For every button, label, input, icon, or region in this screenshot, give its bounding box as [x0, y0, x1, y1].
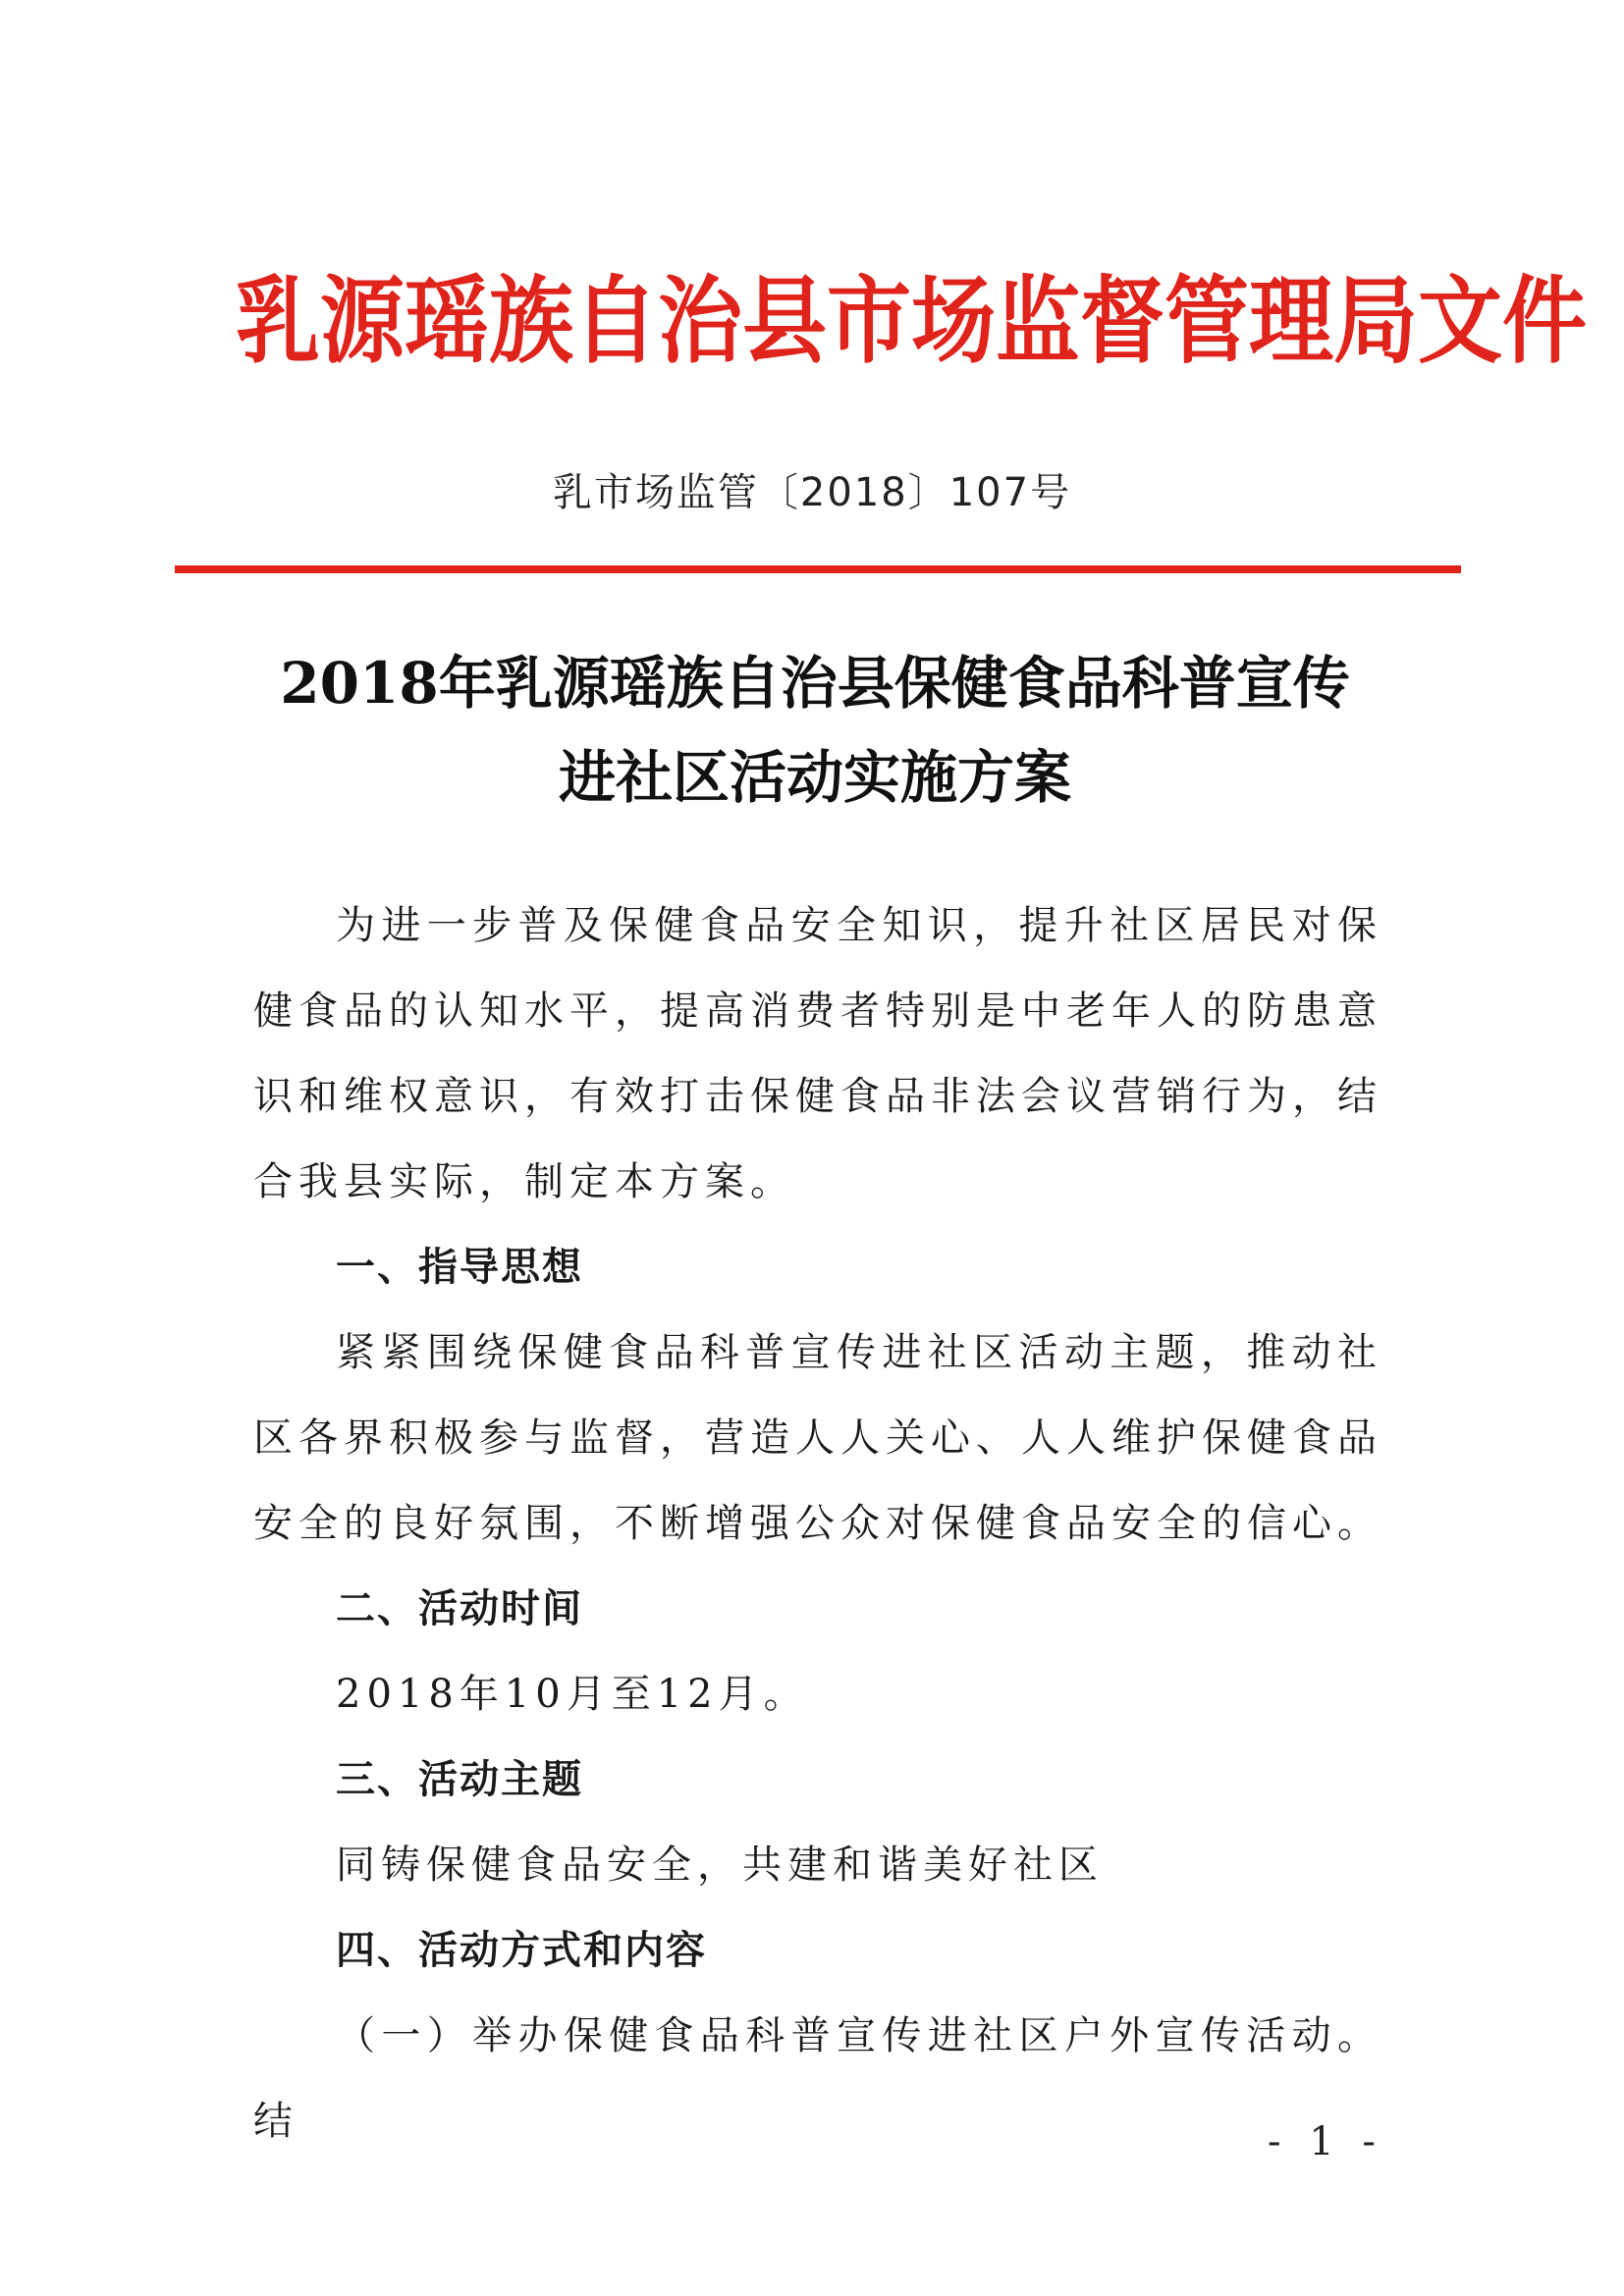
red-separator-line — [175, 565, 1461, 573]
section-heading-activity-methods: 四、活动方式和内容 — [336, 1928, 707, 1973]
document-title-line-2: 进社区活动实施方案 — [558, 744, 1071, 811]
section-paragraph-guiding-principle: 紧紧围绕保健食品科普宣传进社区活动主题，推动社区各界积极参与监督，营造人人关心、人人维护保健食品安全的良好氛围，不断增强公众对保健食品安全的信心。 — [253, 1330, 1382, 1546]
document-body — [253, 883, 1382, 2164]
document-title — [177, 636, 1453, 825]
intro-paragraph: 为进一步普及保健食品安全知识，提升社区居民对保健食品的认知水平，提高消费者特别是中老年人的防患意识和维权意识，有效打击保健食品非法会议营销行为，结合我县实际，制定本方案。 — [253, 903, 1382, 1204]
document-number: 乳市场监管〔2018〕107号 — [552, 470, 1072, 515]
section-paragraph-activity-time: 2018年10月至12月。 — [336, 1672, 809, 1717]
section-paragraph-activity-methods: （一）举办保健食品科普宣传进社区户外宣传活动。结 — [253, 2013, 1382, 2144]
document-title-line-1: 2018年乳源瑶族自治县保健食品科普宣传 — [280, 650, 1350, 717]
section-paragraph-activity-theme: 同铸保健食品安全，共建和谐美好社区 — [336, 1842, 1104, 1888]
section-heading-activity-time: 二、活动时间 — [336, 1586, 583, 1631]
section-heading-guiding-principle: 一、指导思想 — [336, 1245, 583, 1290]
page-number: - 1 - — [1268, 2119, 1383, 2164]
issuing-authority-title: 乳源瑶族自治县市场监督管理局文件 — [236, 267, 1587, 377]
section-heading-activity-theme: 三、活动主题 — [336, 1757, 583, 1802]
